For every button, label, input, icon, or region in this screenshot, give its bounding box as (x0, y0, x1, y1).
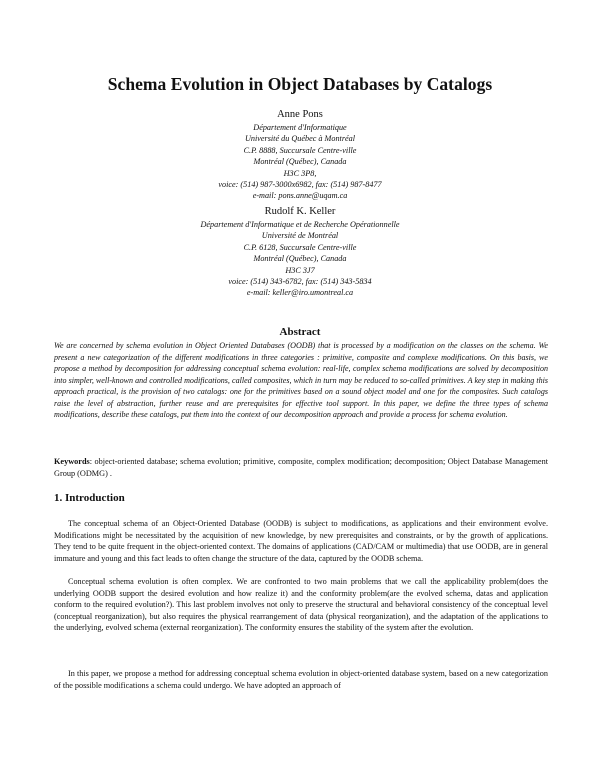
author-email: e-mail: pons.anne@uqam.ca (252, 191, 348, 201)
affiliation-line: Département d'Informatique et de Recherche Opérationnelle (200, 220, 400, 229)
author-name: Rudolf K. Keller (264, 206, 336, 217)
affiliation-line: H3C 3J7 (285, 265, 315, 275)
keywords-text: : object-oriented database; schema evolution; primitive, composite, complex modification; decomposition; Object Database Management Group (ODMG) . (54, 457, 548, 478)
body-paragraph: Conceptual schema evolution is often complex. We are confronted to two main problems that we call the applicability problem(does the underlying OODB support the desired evolution and how realize it) and the conformity problem(are the evolved schema, datas and application conform to the required evolution?). This last problem involves not only to preserve the structural and behavioral consistency of the conceptual level (conceptual reorganization), but also requires the physical rearrangement of data (physical reorganization), and the adaptation of the applications to the underlying, evolved schema (external reorganization). The conformity ensures the stability of the system after the evolution. (54, 577, 548, 632)
affiliation-line: C.P. 8888, Succursale Centre-ville (243, 145, 357, 155)
affiliation-line: Université de Montréal (261, 231, 339, 241)
keywords-label: Keywords (54, 457, 90, 466)
affiliation-line: voice: (514) 987-3000x6982, fax: (514) 987-8477 (218, 180, 382, 190)
abstract-heading: Abstract (279, 326, 321, 338)
section-heading-introduction: 1. Introduction (54, 492, 125, 504)
affiliation-line: Montréal (Québec), Canada (253, 157, 347, 167)
body-paragraph: The conceptual schema of an Object-Oriented Database (OODB) is subject to modifications, as applications and their environment evolve. Modifications might be necessitated by the acquisition of new knowledge, by new prerequisites and constraints, or by the growth of applications. They tend to be quite frequent in the object-oriented context. The domains of applications (CAD/CAM or multimedia) that use OODB, are in general immature and young and this fact leads to often change the structure of the data, captured by the OODB schema. (54, 519, 548, 563)
affiliation-line: C.P. 6128, Succursale Centre-ville (243, 242, 357, 252)
affiliation-line: Montréal (Québec), Canada (253, 254, 347, 264)
abstract-text: We are concerned by schema evolution in Object Oriented Databases (OODB) that is processed by a modification on the classes on the schema. We present a new categorization of the different modifications in three categories : primitive, composite and complexe modifications. On this basis, we propose a method by decomposition for addressing conceptual schema evolution: real-life, complex schema modifications are solved by decomposition into simpler, well-known and controlled modifications, called composites, which in turn may be reduced to so-called primitives. A key step in making this approach practical, is the provision of two catalogs: one for the primitives based on a sound object model and one for the composites. Such catalogs raise the level of abstraction, further reuse and are prerequisites for effective tool support. In this paper, we define the three types of schema modifications, describe these catalogs, put them into the context of our decomposition approach and provide a process for schema evolution. (54, 341, 548, 420)
body-paragraph: In this paper, we propose a method for addressing conceptual schema evolution in object-oriented database system, based on a new categorization of the possible modifications a schema could undergo. We have adopted an approach of (54, 669, 548, 690)
affiliation-line: H3C 3P8, (283, 168, 317, 178)
keywords (54, 456, 548, 479)
author-block-2 (0, 205, 600, 299)
affiliation-line: Université du Québec à Montréal (244, 134, 356, 144)
author-block-1 (0, 108, 600, 202)
affiliation-line: voice: (514) 343-6782, fax: (514) 343-5834 (228, 277, 372, 287)
author-email: e-mail: keller@iro.umontreal.ca (246, 288, 354, 298)
paper-title: Schema Evolution in Object Databases by Catalogs (107, 74, 493, 94)
affiliation-line: Département d'Informatique (253, 123, 347, 132)
author-name: Anne Pons (277, 109, 323, 120)
